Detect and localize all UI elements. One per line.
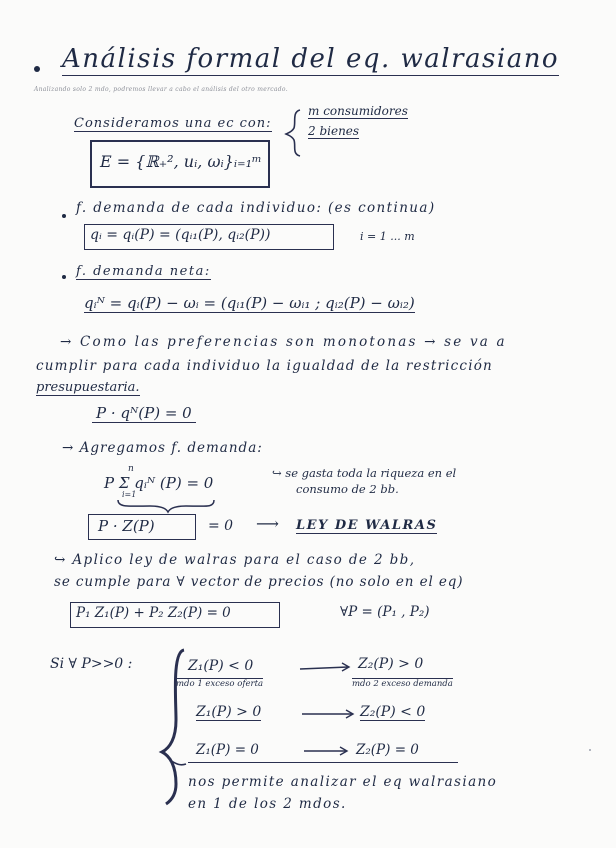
case-1-left: Z₁(P) < 0 bbox=[188, 658, 254, 674]
case-1-note-right: mdo 2 exceso demanda bbox=[352, 679, 453, 689]
monotone-line-1: → Como las preferencias son monotonas → se va a bbox=[60, 334, 507, 350]
case-1-right: Z₂(P) > 0 bbox=[358, 656, 424, 672]
case-2-right: Z₂(P) < 0 bbox=[360, 704, 426, 720]
demand-label: f. demanda de cada individuo: (es continua) bbox=[76, 200, 436, 216]
aggregate-label: → Agregamos f. demanda: bbox=[62, 440, 263, 456]
case-3-rule bbox=[188, 762, 458, 763]
walras-eq: = 0 bbox=[208, 518, 234, 534]
title-bullet bbox=[34, 66, 40, 72]
conclusion-line-1: nos permite analizar el eq walrasiano bbox=[188, 774, 498, 790]
apply-line-1: ↪ Aplico ley de walras para el caso de 2 bb, bbox=[54, 552, 416, 568]
aggregate-formula: P Σ qᵢᴺ (P) = 0 bbox=[104, 474, 214, 492]
demand-bullet bbox=[62, 214, 66, 218]
case-3-right: Z₂(P) = 0 bbox=[356, 742, 419, 758]
page-title: Análisis formal del eq. walrasiano bbox=[62, 44, 560, 74]
apply-formula: P₁ Z₁(P) + P₂ Z₂(P) = 0 bbox=[76, 605, 231, 621]
demand-index: i = 1 ... m bbox=[360, 230, 415, 243]
cases-lead: Si ∀ P>>0 : bbox=[50, 656, 133, 672]
walras-formula: P · Z(P) bbox=[98, 517, 155, 535]
setup-item-consumers: m consumidores bbox=[308, 104, 408, 118]
monotone-line-2: cumplir para cada individuo la igualdad de la restricción bbox=[36, 358, 493, 374]
monotone-line-3: presupuestaria. bbox=[36, 380, 140, 395]
setup-item-goods: 2 bienes bbox=[308, 124, 360, 138]
walras-arrow: ⟶ bbox=[256, 514, 279, 533]
apply-line-2: se cumple para ∀ vector de precios (no solo en el eq) bbox=[54, 574, 464, 590]
case-3-left: Z₁(P) = 0 bbox=[196, 742, 259, 758]
net-demand-bullet bbox=[62, 275, 66, 279]
conclusion-line-2: en 1 de los 2 mdos. bbox=[188, 796, 347, 812]
aggregate-note-line-1: ↪ se gasta toda la riqueza en el bbox=[272, 466, 457, 480]
setup-intro: Consideramos una ec con: bbox=[74, 116, 272, 131]
net-demand-formula: qᵢᴺ = qᵢ(P) − ωᵢ = (qᵢ₁(P) − ωᵢ₁ ; qᵢ₂(P) − ωᵢ₂) bbox=[84, 294, 415, 312]
case-2-left: Z₁(P) > 0 bbox=[196, 704, 262, 720]
net-demand-label: f. demanda neta: bbox=[76, 264, 211, 279]
sum-top-index: n bbox=[128, 464, 134, 474]
sum-bottom-index: i=1 bbox=[122, 490, 137, 499]
aggregate-note-line-2: consumo de 2 bb. bbox=[296, 482, 399, 496]
walras-law-label: LEY DE WALRAS bbox=[296, 518, 438, 533]
case-1-note-left: mdo 1 exceso oferta bbox=[176, 679, 264, 689]
economy-formula: E = {ℝ₊², uᵢ, ωᵢ}ᵢ₌₁ᵐ bbox=[100, 152, 262, 171]
demand-formula: qᵢ = qᵢ(P) = (qᵢ₁(P), qᵢ₂(P)) bbox=[90, 227, 271, 243]
subtitle-note: Analizando solo 2 mdo, podremos llevar a cabo el análisis del otro mercado. bbox=[34, 86, 288, 93]
apply-forall: ∀P = (P₁ , P₂) bbox=[340, 604, 430, 620]
budget-formula: P · qᴺ(P) = 0 bbox=[92, 404, 196, 423]
